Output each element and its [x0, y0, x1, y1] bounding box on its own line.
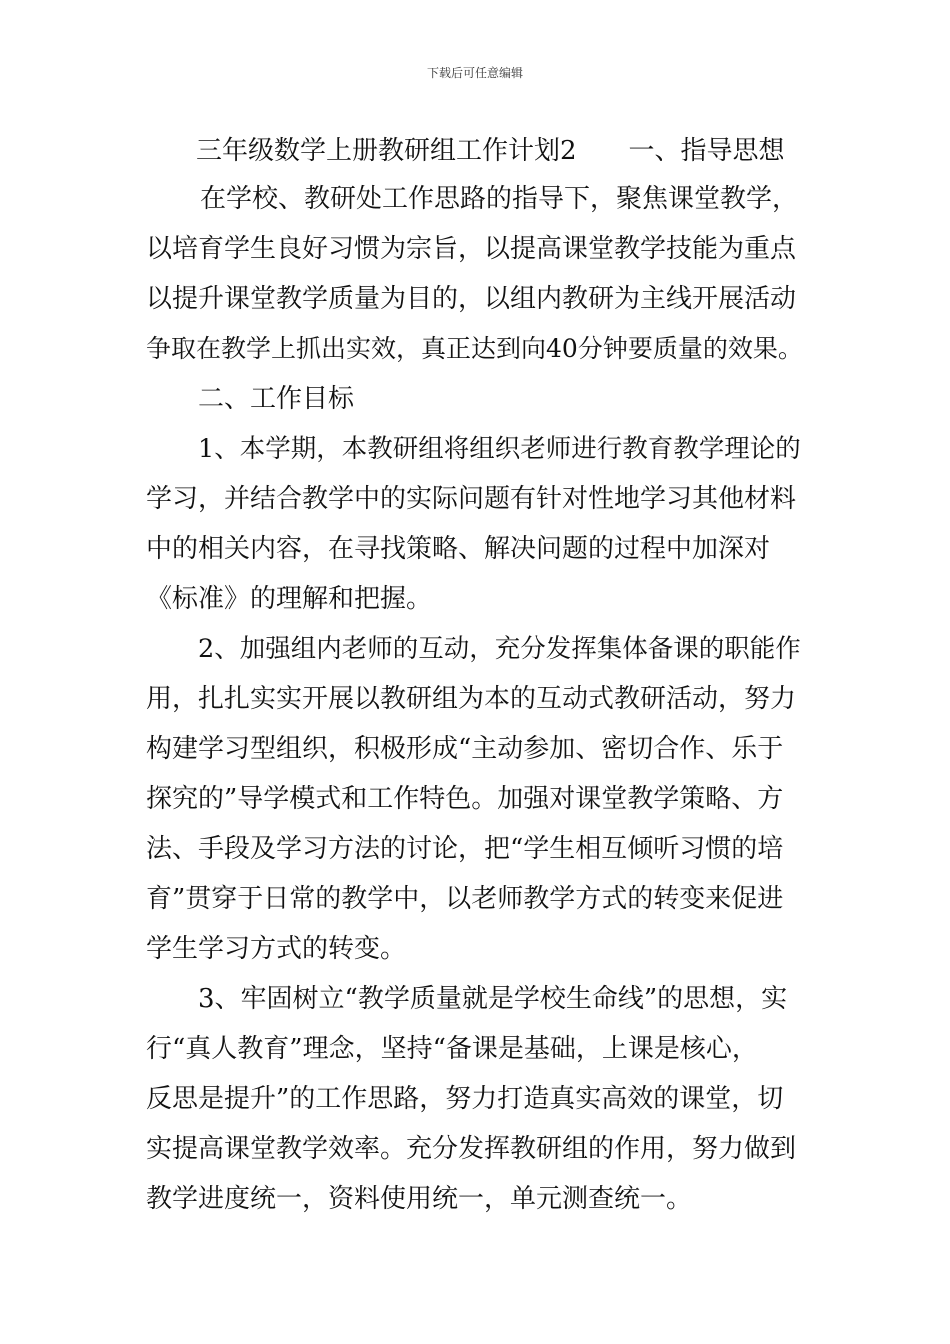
paragraph-line: 在学校、教研处工作思路的指导下，聚焦课堂教学， — [200, 184, 799, 214]
paragraph-line: 反思是提升”的工作思路，努力打造真实高效的课堂，切 — [146, 1084, 784, 1114]
paragraph-line: 行“真人教育”理念，坚持“备课是基础，上课是核心， — [146, 1034, 758, 1064]
paragraph-line: 法、手段及学习方法的讨论，把“学生相互倾听习惯的培 — [146, 834, 784, 864]
paragraph-line: 实提高课堂教学效率。充分发挥教研组的作用，努力做到 — [146, 1134, 797, 1164]
document-title: 三年级数学上册教研组工作计划2 — [196, 136, 577, 166]
paragraph-line: 学生学习方式的转变。 — [146, 934, 407, 964]
section-heading-2: 二、工作目标 — [198, 384, 355, 414]
paragraph-line: 构建学习型组织，积极形成“主动参加、密切合作、乐于 — [146, 734, 784, 764]
paragraph-line: 3、牢固树立“教学质量就是学校生命线”的思想，实 — [198, 984, 788, 1014]
paragraph-line: 探究的”导学模式和工作特色。加强对课堂教学策略、方 — [146, 784, 784, 814]
paragraph-line: 争取在教学上抓出实效，真正达到向40分钟要质量的效果。 — [146, 334, 803, 363]
paragraph-line: 育”贯穿于日常的教学中，以老师教学方式的转变来促进 — [146, 884, 784, 914]
header-note: 下载后可任意编辑 — [426, 66, 523, 80]
paragraph-line: 《标准》的理解和把握。 — [146, 584, 433, 614]
paragraph-line: 以培育学生良好习惯为宗旨，以提高课堂教学技能为重点 — [146, 234, 797, 264]
paragraph-line: 以提升课堂教学质量为目的，以组内教研为主线开展活动 — [146, 284, 797, 314]
section-heading-1: 一、指导思想 — [628, 136, 785, 166]
title-line — [196, 134, 785, 168]
paragraph-line: 学习，并结合教学中的实际问题有针对性地学习其他材料 — [146, 484, 797, 514]
paragraph-line: 1、本学期，本教研组将组织老师进行教育教学理论的 — [198, 434, 801, 464]
paragraph-line: 中的相关内容，在寻找策略、解决问题的过程中加深对 — [146, 534, 771, 564]
paragraph-line: 2、加强组内老师的互动，充分发挥集体备课的职能作 — [198, 634, 801, 664]
paragraph-line: 教学进度统一，资料使用统一，单元测查统一。 — [146, 1184, 693, 1214]
paragraph-line: 用，扎扎实实开展以教研组为本的互动式教研活动，努力 — [146, 684, 797, 714]
